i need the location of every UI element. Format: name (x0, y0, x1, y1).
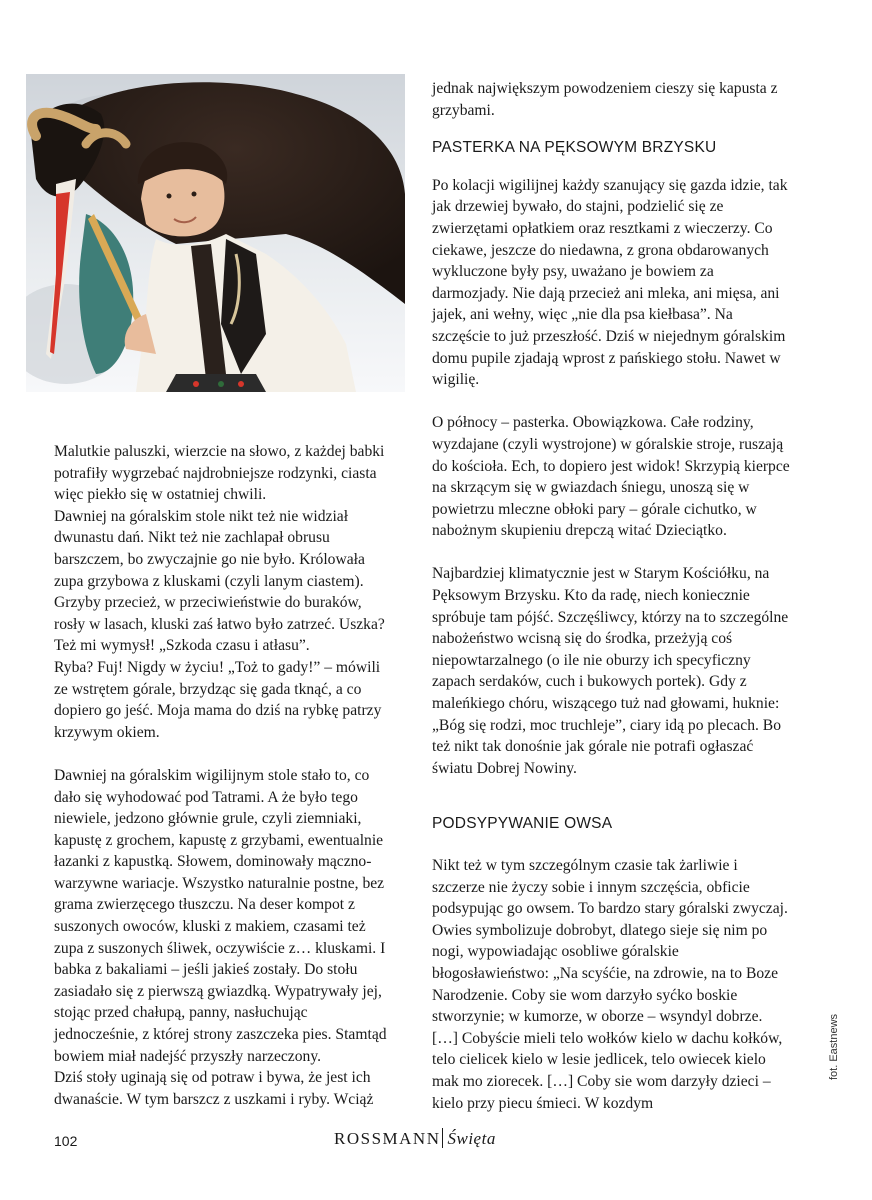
page-number: 102 (54, 1133, 78, 1149)
brand-subtitle: Święta (447, 1129, 496, 1148)
paragraph: O północy – pasterka. Obowiązkowa. Całe rodziny, wyzdajane (czyli wystrojone) w góralskie stroje, ruszają do kościoła. Ech, to dopiero jest widok! Skrzypią kierpce na skrzącym się w gwiazdach śniegu, unoszą się w powietrzu mleczne obłoki pary – górale cichutko, w nabożnym skupieniu drepczą witać Dzieciątko. (432, 414, 790, 540)
paragraph: Najbardziej klimatycznie jest w Starym Kościółku, na Pęksowym Brzysku. Kto da radę, niech koniecznie spróbuje tam pójść. Szczęśliwcy, którzy na to szczególne nabożeństwo wcisną się do środka, przeżyją coś niepowtarzalnego (o ile nie oburzy ich specyficzny zapach serdaków, cuch i bukowych portek). Gdy z maleńkiego chóru, wiszącego tuż nad głowami, huknie: „Bóg się rodzi, moc truchleje”, ciary idą po plecach. Bo też nikt tak donośnie jak górale nie potrafi ogłaszać światu Dobrej Nowiny. (432, 565, 789, 777)
brand-separator (442, 1128, 443, 1148)
paragraph: Po kolacji wigilijnej każdy szanujący się gazda idzie, tak jak drzewiej bywało, do stajni, podzielić się ze zwierzętami opłatkiem oraz resztkami z wieczerzy. Co ciekawe, jeszcze do niedawna, z grona obdarowanych wykluczone były psy, uważano je bowiem za darmozjady. Nie dają przecież ani mleka, ani mięsa, ani jajek, ani wełny, więc „nie dla psa kiełbasa”. Na szczęście to już przeszłość. Dziś w niejednym góralskim domu pupile zjadają wprost z pańskiego stołu. Nawet w wigilię. (432, 176, 788, 389)
brand-footer (334, 1128, 496, 1149)
left-column (54, 441, 394, 1110)
brand-name: ROSSMANN (334, 1129, 441, 1148)
paragraph: Dawniej na góralskim wigilijnym stole stało to, co dało się wyhodować pod Tatrami. A że było tego niewiele, jedzono głównie grule, czyli ziemniaki, kapustę z grochem, kapustę z grzybami, ewentualnie łazanki z kapustką. Słowem, dominowały mączno-warzywne wariacje. Wszystko naturalnie postne, bez grama zwierzęcego tłuszczu. Na deser kompot z suszonych owoców, kluski z makiem, czasami też zupa z suszonych śliwek, oczywiście z… kluskami. I babka z bakaliami – jeśli jakieś zostały. Do stołu zasiadało się z pierwszą gwiazdką. Wypatrywały jej, stojąc przed chałupą, panny, nasłuchując jednocześnie, z której strony zaszczeka pies. Stamtąd bowiem miał nadejść przyszły narzeczony. Dziś stoły uginają się od potraw i bywa, że jest ich dwanaście. W tym barszcz z uszkami i ryby. Wciąż (54, 766, 387, 1108)
paragraph: Nikt też w tym szczególnym czasie tak żarliwie i szczerze nie życzy sobie i innym szczęścia, obficie podsypując go owsem. To bardzo stary góralski zwyczaj. Owies symbolizuje dobrobyt, dlatego sieje się nim po nogi, wypowiadając osobliwe góralskie błogosławieństwo: „Na scyśćie, na zdrowie, na to Boze Narodzenie. Coby sie wom darzyło syćko boskie stworzynie; w kumorze, w oborze – wsyndyl dobrze. […] Cobyście mieli telo wołków kielo w dachu kołków, telo cielicek kielo w lesie jedlicek, telo owiecek kielo mak mo ziorecek. […] Coby sie wom darzyły dzieci – kielo przy piecu śmieci. W kozdym (432, 857, 788, 1112)
photo-illustration (26, 74, 405, 392)
photo-credit: fot. Eastnews (828, 1013, 840, 1080)
section-heading-owsa: PODSYPYWANIE OWSA (432, 815, 613, 833)
paragraph-intro: jednak największym powodzeniem cieszy się kapusta z grzybami. (432, 80, 778, 119)
photo-highlander-boy (26, 74, 405, 392)
right-column (432, 78, 790, 1114)
section-heading-pasterka: PASTERKA NA PĘKSOWYM BRZYSKU (432, 139, 717, 157)
paragraph: Malutkie paluszki, wierzcie na słowo, z każdej babki potrafiły wygrzebać najdrobniejsze rodzynki, ciasta więc piekło się w ostatniej chwili. Dawniej na góralskim stole nikt też nie widział dwunastu dań. Nikt też nie zachlapał obrusu barszczem, bo zwyczajnie go nie było. Królowała zupa grzybowa z kluskami (czyli lanym ciastem). Grzyby przecież, w przeciwieństwie do buraków, rosły w lasach, kluski zaś łatwo było zatrzeć. Uszka? Też mi wymysł! „Szkoda czasu i atłasu”. Ryba? Fuj! Nigdy w życiu! „Toż to gady!” – mówili ze wstrętem górale, brzydząc się gada tknąć, a co dopiero go jeść. Moja mama do dziś na rybkę patrzy krzywym okiem. (54, 443, 385, 741)
